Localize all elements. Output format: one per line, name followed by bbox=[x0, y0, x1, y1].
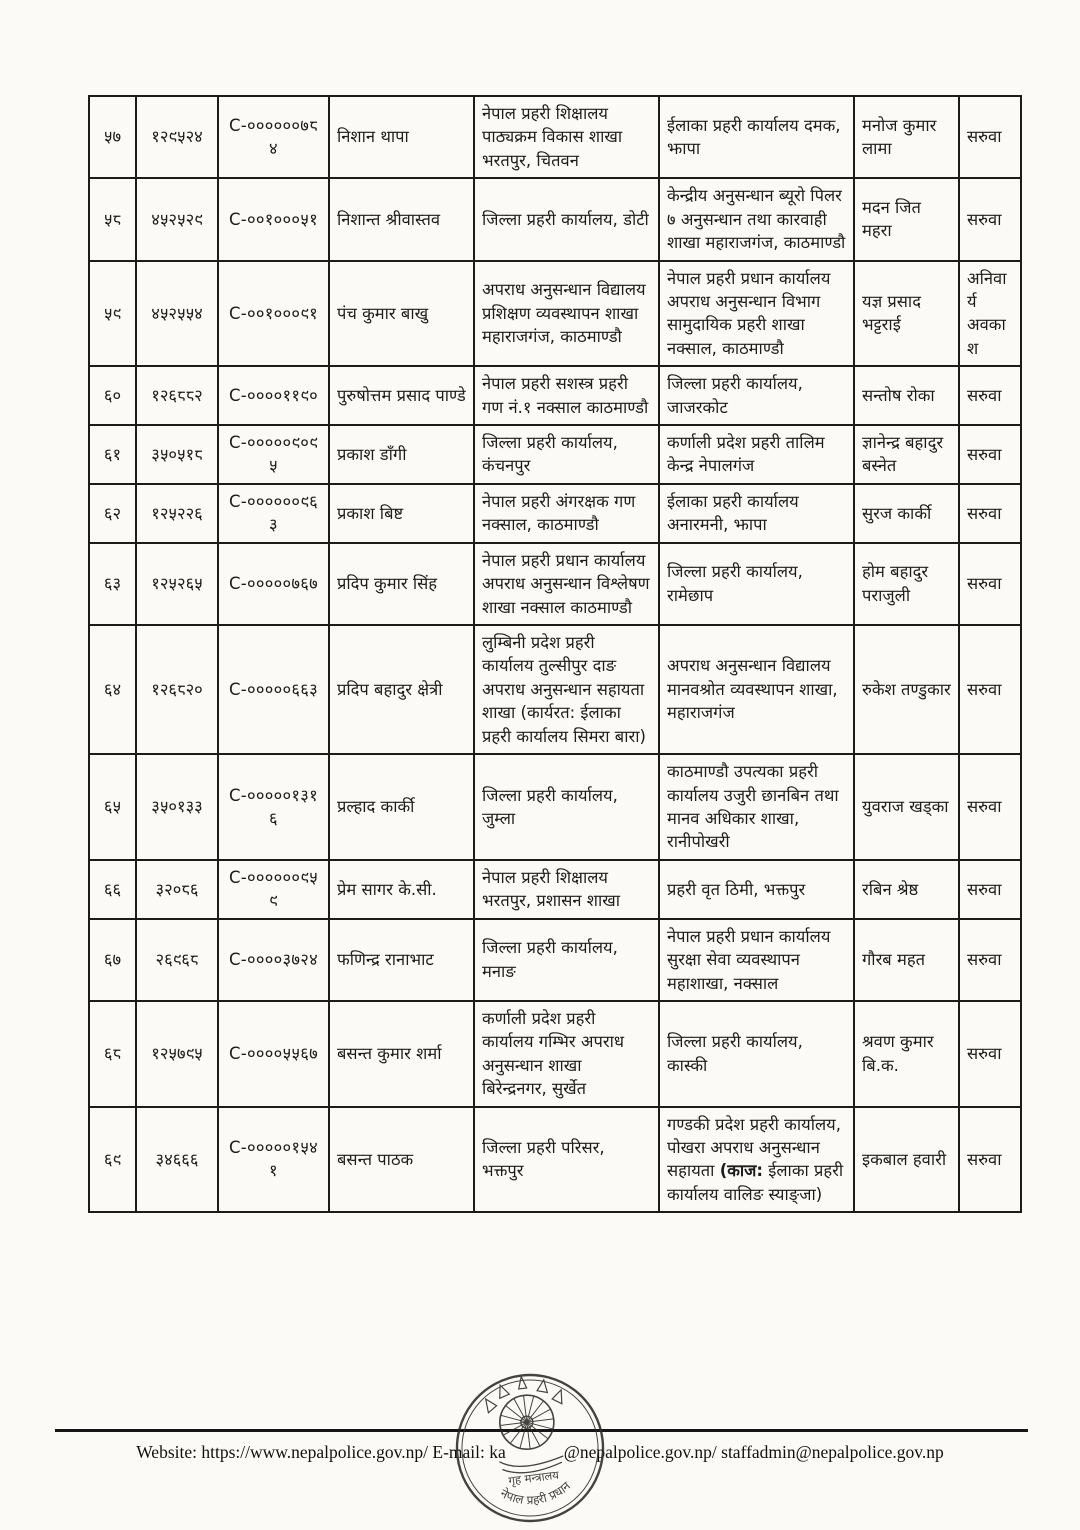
transfer-table bbox=[88, 95, 1022, 1213]
cell-code: C-०००००६६३ bbox=[218, 625, 329, 754]
cell-code: C-०००००९०९५ bbox=[218, 425, 329, 484]
cell-code: C-०००००१५४१ bbox=[218, 1107, 329, 1213]
cell-regno: ४५२५५४ bbox=[136, 261, 218, 367]
cell-name: बसन्त कुमार शर्मा bbox=[329, 1001, 474, 1107]
cell-regno: १२५२६५ bbox=[136, 543, 218, 625]
cell-sn: ६१ bbox=[89, 425, 136, 484]
cell-code: C-००१०००५१ bbox=[218, 178, 329, 260]
table-row bbox=[89, 1001, 1021, 1107]
cell-name: प्रकाश बिष्ट bbox=[329, 484, 474, 543]
cell-name: प्रदिप बहादुर क्षेत्री bbox=[329, 625, 474, 754]
cell-sn: ५८ bbox=[89, 178, 136, 260]
table-row bbox=[89, 425, 1021, 484]
cell-sn: ५९ bbox=[89, 261, 136, 367]
cell-remark: अनिवार्य अवकाश bbox=[959, 261, 1021, 367]
cell-to-office: जिल्ला प्रहरी कार्यालय, रामेछाप bbox=[659, 543, 854, 625]
cell-regno: १२९५२४ bbox=[136, 96, 218, 178]
cell-to-office: जिल्ला प्रहरी कार्यालय, कास्की bbox=[659, 1001, 854, 1107]
cell-replacement: युवराज खड्का bbox=[854, 754, 959, 860]
cell-remark: सरुवा bbox=[959, 754, 1021, 860]
cell-replacement: इकबाल हवारी bbox=[854, 1107, 959, 1213]
cell-replacement: ज्ञानेन्द्र बहादुर बस्नेत bbox=[854, 425, 959, 484]
cell-sn: ६३ bbox=[89, 543, 136, 625]
cell-name: निशान थापा bbox=[329, 96, 474, 178]
cell-remark: सरुवा bbox=[959, 484, 1021, 543]
cell-from-office: लुम्बिनी प्रदेश प्रहरी कार्यालय तुल्सीपुर दाङ अपराध अनुसन्धान सहायता शाखा (कार्यरत: ईलाका प्रहरी कार्यालय सिमरा बारा) bbox=[474, 625, 659, 754]
cell-to-office: केन्द्रीय अनुसन्धान ब्यूरो पिलर ७ अनुसन्धान तथा कारवाही शाखा महाराजगंज, काठमाण्डौ bbox=[659, 178, 854, 260]
cell-regno: १२६८८२ bbox=[136, 366, 218, 425]
cell-replacement: सन्तोष रोका bbox=[854, 366, 959, 425]
cell-regno: २६९६८ bbox=[136, 919, 218, 1001]
cell-regno: १२६८२० bbox=[136, 625, 218, 754]
cell-replacement: श्रवण कुमार बि.क. bbox=[854, 1001, 959, 1107]
cell-remark: सरुवा bbox=[959, 1107, 1021, 1213]
cell-to-office: प्रहरी वृत ठिमी, भक्तपुर bbox=[659, 860, 854, 919]
cell-regno: ३५०५१८ bbox=[136, 425, 218, 484]
cell-name: प्रदिप कुमार सिंह bbox=[329, 543, 474, 625]
cell-name: पंच कुमार बाखु bbox=[329, 261, 474, 367]
cell-sn: ५७ bbox=[89, 96, 136, 178]
cell-to-office: गण्डकी प्रदेश प्रहरी कार्यालय, पोखरा अपराध अनुसन्धान सहायता (काज: ईलाका प्रहरी कार्यालय वालिङ स्याङ्जा) bbox=[659, 1107, 854, 1213]
cell-remark: सरुवा bbox=[959, 425, 1021, 484]
cell-regno: १२५२२६ bbox=[136, 484, 218, 543]
table-row bbox=[89, 919, 1021, 1001]
cell-replacement: सुरज कार्की bbox=[854, 484, 959, 543]
cell-sn: ६६ bbox=[89, 860, 136, 919]
cell-sn: ६५ bbox=[89, 754, 136, 860]
cell-name: प्रेम सागर के.सी. bbox=[329, 860, 474, 919]
table-row bbox=[89, 366, 1021, 425]
cell-from-office: नेपाल प्रहरी प्रधान कार्यालय अपराध अनुसन्धान विश्लेषण शाखा नक्साल काठमाण्डौ bbox=[474, 543, 659, 625]
table-row bbox=[89, 96, 1021, 178]
cell-code: C-००१०००९१ bbox=[218, 261, 329, 367]
cell-from-office: नेपाल प्रहरी अंगरक्षक गण नक्साल, काठमाण्डौ bbox=[474, 484, 659, 543]
cell-from-office: जिल्ला प्रहरी कार्यालय, कंचनपुर bbox=[474, 425, 659, 484]
cell-regno: ३२०८६ bbox=[136, 860, 218, 919]
cell-remark: सरुवा bbox=[959, 543, 1021, 625]
cell-remark: सरुवा bbox=[959, 625, 1021, 754]
cell-name: निशान्त श्रीवास्तव bbox=[329, 178, 474, 260]
cell-remark: सरुवा bbox=[959, 1001, 1021, 1107]
cell-to-office: ईलाका प्रहरी कार्यालय दमक, झापा bbox=[659, 96, 854, 178]
cell-code: C-०००००७६७ bbox=[218, 543, 329, 625]
cell-to-office: अपराध अनुसन्धान विद्यालय मानवश्रोत व्यवस्थापन शाखा, महाराजगंज bbox=[659, 625, 854, 754]
cell-regno: १२५७९५ bbox=[136, 1001, 218, 1107]
cell-to-office: कर्णाली प्रदेश प्रहरी तालिम केन्द्र नेपालगंज bbox=[659, 425, 854, 484]
cell-code: C-००००३७२४ bbox=[218, 919, 329, 1001]
cell-remark: सरुवा bbox=[959, 96, 1021, 178]
table-row bbox=[89, 543, 1021, 625]
cell-sn: ६० bbox=[89, 366, 136, 425]
cell-from-office: नेपाल प्रहरी सशस्त्र प्रहरी गण नं.१ नक्साल काठमाण्डौ bbox=[474, 366, 659, 425]
cell-to-office: जिल्ला प्रहरी कार्यालय, जाजरकोट bbox=[659, 366, 854, 425]
cell-from-office: नेपाल प्रहरी शिक्षालय पाठ्यक्रम विकास शाखा भरतपुर, चितवन bbox=[474, 96, 659, 178]
table-row bbox=[89, 1107, 1021, 1213]
cell-sn: ६२ bbox=[89, 484, 136, 543]
cell-code: C-००००००९६३ bbox=[218, 484, 329, 543]
cell-from-office: जिल्ला प्रहरी कार्यालय, जुम्ला bbox=[474, 754, 659, 860]
cell-from-office: नेपाल प्रहरी शिक्षालय भरतपुर, प्रशासन शाखा bbox=[474, 860, 659, 919]
svg-text:नेपाल प्रहरी प्रधान: नेपाल प्रहरी प्रधान bbox=[498, 1478, 574, 1508]
cell-regno: ३४६६६ bbox=[136, 1107, 218, 1213]
footer-website-email: Website: https://www.nepalpolice.gov.np/ E-mail: ka bbox=[136, 1442, 506, 1462]
table-row bbox=[89, 261, 1021, 367]
table-row bbox=[89, 484, 1021, 543]
footer-divider bbox=[55, 1429, 1028, 1432]
footer-staffadmin-email: @nepalpolice.gov.np/ staffadmin@nepalpolice.gov.np bbox=[563, 1442, 944, 1462]
cell-name: पुरुषोत्तम प्रसाद पाण्डे bbox=[329, 366, 474, 425]
cell-from-office: अपराध अनुसन्धान विद्यालय प्रशिक्षण व्यवस्थापन शाखा महाराजगंज, काठमाण्डौ bbox=[474, 261, 659, 367]
cell-replacement: यज्ञ प्रसाद भट्टराई bbox=[854, 261, 959, 367]
cell-replacement: गौरब महत bbox=[854, 919, 959, 1001]
cell-from-office: जिल्ला प्रहरी कार्यालय, मनाङ bbox=[474, 919, 659, 1001]
table-row bbox=[89, 860, 1021, 919]
table-row bbox=[89, 625, 1021, 754]
cell-from-office: कर्णाली प्रदेश प्रहरी कार्यालय गम्भिर अपराध अनुसन्धान शाखा बिरेन्द्रनगर, सुर्खेत bbox=[474, 1001, 659, 1107]
cell-regno: ३५०१३३ bbox=[136, 754, 218, 860]
table-row bbox=[89, 178, 1021, 260]
cell-name: प्रकाश डाँगी bbox=[329, 425, 474, 484]
table-row bbox=[89, 754, 1021, 860]
svg-text:गृह मन्त्रालय: गृह मन्त्रालय bbox=[507, 1467, 560, 1488]
cell-from-office: जिल्ला प्रहरी कार्यालय, डोटी bbox=[474, 178, 659, 260]
cell-regno: ४५२५२९ bbox=[136, 178, 218, 260]
cell-replacement: मनोज कुमार लामा bbox=[854, 96, 959, 178]
cell-from-office: जिल्ला प्रहरी परिसर, भक्तपुर bbox=[474, 1107, 659, 1213]
footer bbox=[0, 1442, 1080, 1463]
cell-code: C-००००००७८४ bbox=[218, 96, 329, 178]
cell-replacement: मदन जित महरा bbox=[854, 178, 959, 260]
cell-code: C-००००५५६७ bbox=[218, 1001, 329, 1107]
cell-remark: सरुवा bbox=[959, 178, 1021, 260]
cell-code: C-००००००९५९ bbox=[218, 860, 329, 919]
transfer-table-wrap bbox=[88, 95, 1020, 1213]
cell-name: फणिन्द्र रानाभाट bbox=[329, 919, 474, 1001]
cell-remark: सरुवा bbox=[959, 919, 1021, 1001]
cell-sn: ६९ bbox=[89, 1107, 136, 1213]
cell-remark: सरुवा bbox=[959, 860, 1021, 919]
cell-sn: ६४ bbox=[89, 625, 136, 754]
cell-code: C-०००००१३१६ bbox=[218, 754, 329, 860]
cell-to-office: काठमाण्डौ उपत्यका प्रहरी कार्यालय उजुरी छानबिन तथा मानव अधिकार शाखा, रानीपोखरी bbox=[659, 754, 854, 860]
cell-remark: सरुवा bbox=[959, 366, 1021, 425]
cell-name: बसन्त पाठक bbox=[329, 1107, 474, 1213]
cell-sn: ६७ bbox=[89, 919, 136, 1001]
cell-to-office: नेपाल प्रहरी प्रधान कार्यालय सुरक्षा सेवा व्यवस्थापन महाशाखा, नक्साल bbox=[659, 919, 854, 1001]
cell-replacement: रबिन श्रेष्ठ bbox=[854, 860, 959, 919]
cell-to-office: नेपाल प्रहरी प्रधान कार्यालय अपराध अनुसन्धान विभाग सामुदायिक प्रहरी शाखा नक्साल, काठमाण्डौ bbox=[659, 261, 854, 367]
cell-sn: ६८ bbox=[89, 1001, 136, 1107]
cell-to-office: ईलाका प्रहरी कार्यालय अनारमनी, झापा bbox=[659, 484, 854, 543]
cell-code: C-००००११९० bbox=[218, 366, 329, 425]
cell-replacement: होम बहादुर पराजुली bbox=[854, 543, 959, 625]
cell-name: प्रल्हाद कार्की bbox=[329, 754, 474, 860]
cell-replacement: रुकेश तण्डुकार bbox=[854, 625, 959, 754]
transfer-table-body bbox=[89, 96, 1021, 1212]
